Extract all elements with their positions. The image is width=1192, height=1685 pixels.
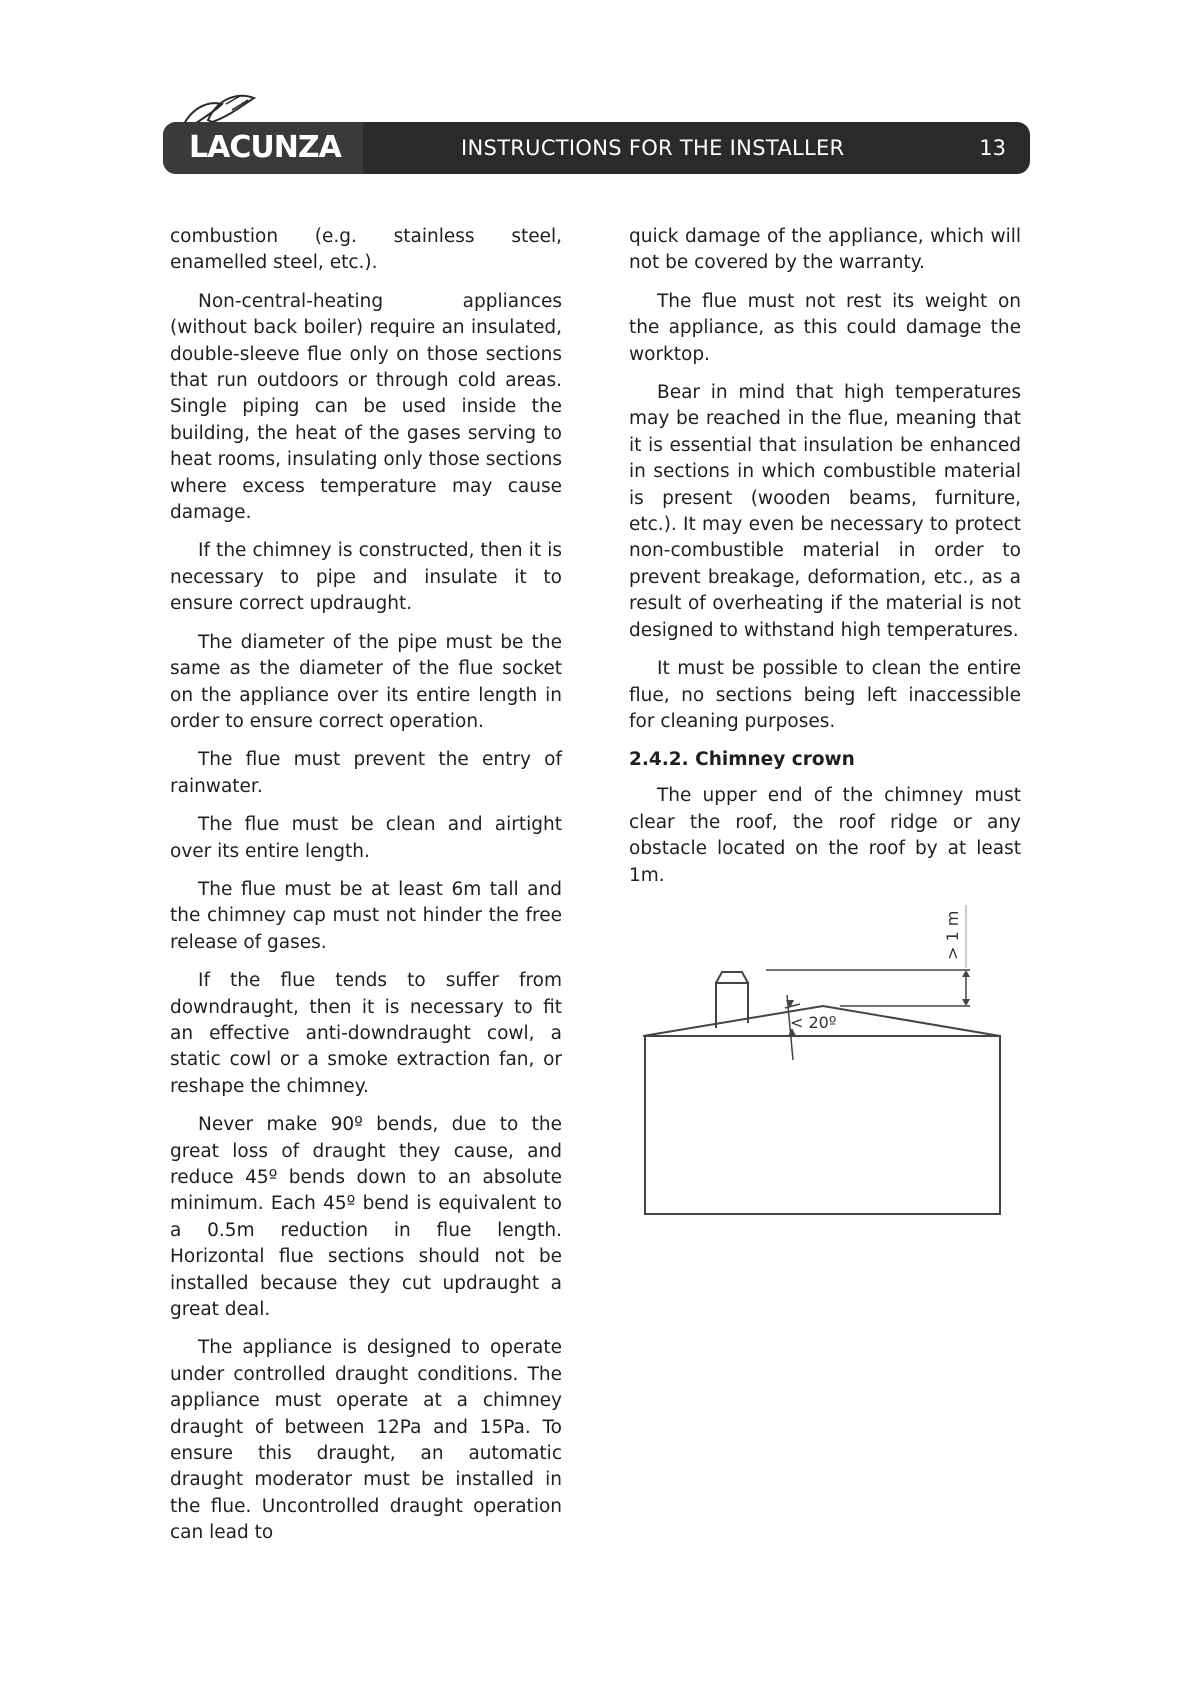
- section-heading: 2.4.2. Chimney crown: [629, 749, 855, 771]
- paragraph: The flue must be clean and airtight over its entire length.: [170, 814, 562, 862]
- page-header: [163, 122, 1030, 174]
- paragraph: If the chimney is constructed, then it is necessary to pipe and insulate it to ensure correct updraught.: [170, 540, 562, 615]
- paragraph: The upper end of the chimney must clear the roof, the roof ridge or any obstacle located on the roof by at least 1m.: [629, 785, 1021, 886]
- paragraph: The diameter of the pipe must be the same as the diameter of the flue socket on the appliance over its entire length in order to ensure correct operation.: [170, 631, 562, 732]
- paragraph: The flue must not rest its weight on the appliance, as this could damage the worktop.: [629, 290, 1021, 365]
- chimney-cap: [716, 972, 748, 983]
- paragraph: The flue must be at least 6m tall and the chimney cap must not hinder the free release of gases.: [170, 878, 562, 953]
- height-label: > 1 m: [943, 910, 962, 960]
- paragraph: combustion (e.g. stainless steel, enamelled steel, etc.).: [170, 226, 562, 274]
- paragraph: If the flue tends to suffer from downdraught, then it is necessary to fit an effective anti-downdraught cowl, a static cowl or a smoke extraction fan, or reshape the chimney.: [170, 970, 562, 1097]
- header-title: INSTRUCTIONS FOR THE INSTALLER: [461, 136, 845, 160]
- paragraph: Non-central-heating appliances (without back boiler) require an insulated, double-sleeve flue only on those sections that run outdoors or through cold areas. Single piping can be used inside the building, the heat of the gases serving to heat rooms, insulating only those sections where excess temperature may cause damage.: [170, 290, 562, 524]
- paragraph: The flue must prevent the entry of rainwater.: [170, 749, 562, 797]
- house-wall: [645, 1036, 1000, 1214]
- angle-label: < 20º: [790, 1013, 837, 1032]
- chimney-crown-diagram: [640, 900, 1010, 1220]
- brand-logo: [163, 122, 363, 174]
- brand-logo-text: LACUNZA: [189, 130, 341, 165]
- paragraph: Never make 90º bends, due to the great loss of draught they cause, and reduce 45º bends down to an absolute minimum. Each 45º bend is equivalent to a 0.5m reduction in flue length. Horizontal flue sections should not be installed because they cut updraught a great deal.: [170, 1114, 562, 1321]
- page-number: 13: [979, 136, 1006, 160]
- paragraph: It must be possible to clean the entire flue, no sections being left inaccessible for cleaning purposes.: [629, 658, 1021, 732]
- paragraph: quick damage of the appliance, which will not be covered by the warranty.: [629, 226, 1021, 274]
- paragraph: The appliance is designed to operate under controlled draught conditions. The appliance must operate at a chimney draught of between 12Pa and 15Pa. To ensure this draught, an automatic draught moderator must be installed in the flue. Uncontrolled draught operation can lead to: [170, 1337, 562, 1544]
- right-column: [629, 224, 1021, 901]
- paragraph: Bear in mind that high temperatures may be reached in the flue, meaning that it is essential that insulation be enhanced in sections in which combustible material is present (wooden beams, furniture, etc.). It may even be necessary to protect non-combustible material in order to prevent breakage, deformation, etc., as a result of overheating if the material is not designed to withstand high temperatures.: [629, 382, 1021, 641]
- left-column: [170, 224, 562, 1559]
